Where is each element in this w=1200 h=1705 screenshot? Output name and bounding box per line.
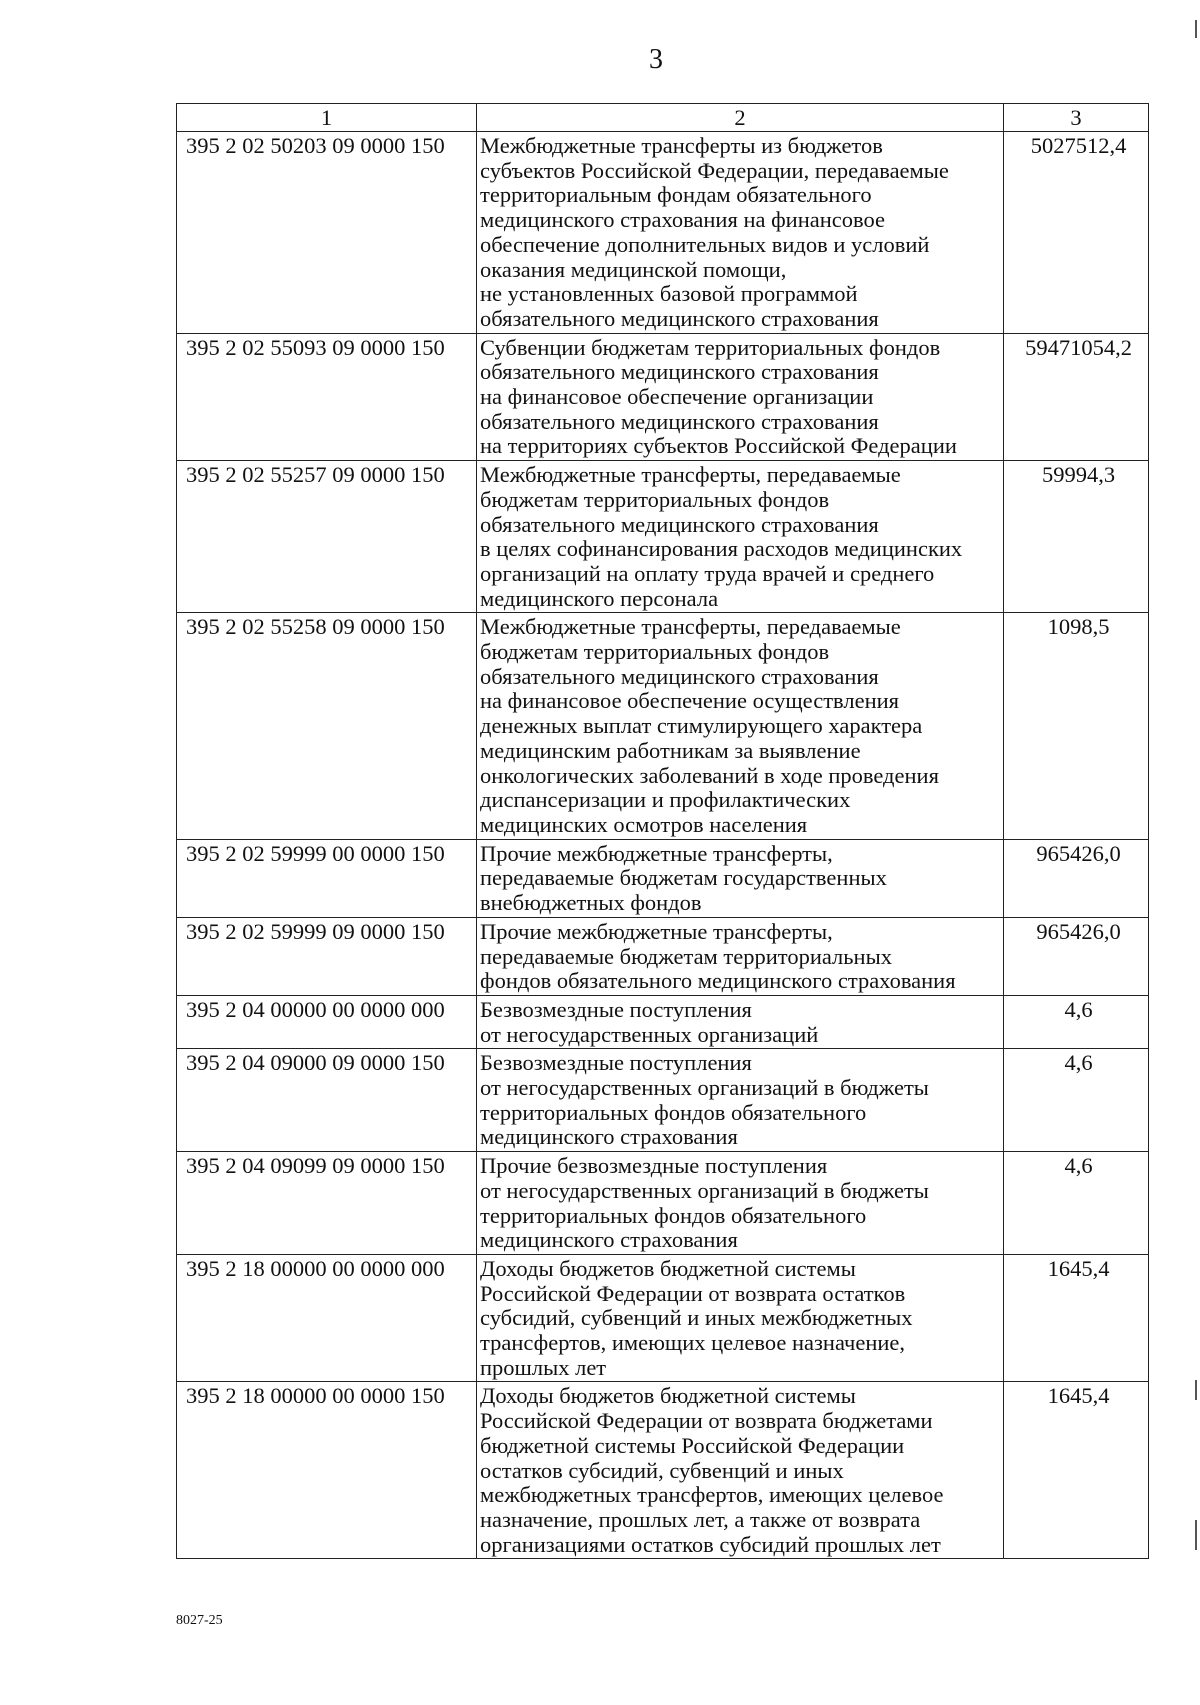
description-line: на территориях субъектов Российской Федерации	[480, 433, 957, 459]
table-body	[177, 132, 1149, 1559]
table-row	[177, 613, 1149, 839]
description-line: фондов обязательного медицинского страхования	[480, 968, 956, 994]
budget-code-cell: 395 2 04 09000 09 0000 150	[177, 1049, 477, 1152]
description-line: онкологических заболеваний в ходе проведения	[480, 762, 939, 788]
description-cell	[477, 1382, 1004, 1559]
description-line: организациями остатков субсидий прошлых лет	[480, 1531, 941, 1557]
amount-cell: 59471054,2	[1004, 333, 1149, 461]
description-line: обеспечение дополнительных видов и условий	[480, 231, 930, 257]
description-line: от негосударственных организаций в бюджеты	[480, 1177, 929, 1203]
budget-code-cell: 395 2 18 00000 00 0000 000	[177, 1254, 477, 1382]
description-line: территориальных фондов обязательного	[480, 1202, 867, 1228]
description-line: от негосударственных организаций в бюджеты	[480, 1075, 929, 1101]
description-line: Российской Федерации от возврата остатков	[480, 1280, 906, 1306]
description-line: прошлых лет	[480, 1354, 607, 1380]
table-row	[177, 132, 1149, 334]
amount-cell: 4,6	[1004, 1152, 1149, 1255]
scan-edge-mark	[1195, 20, 1197, 38]
description-line: на финансовое обеспечение организации	[480, 384, 874, 410]
description-cell	[477, 839, 1004, 917]
description-line: организаций на оплату труда врачей и среднего	[480, 560, 935, 586]
description-line: медицинского страхования на финансовое	[480, 207, 886, 233]
table-row	[177, 839, 1149, 917]
description-line: Межбюджетные трансферты, передаваемые	[480, 462, 901, 488]
description-line: Доходы бюджетов бюджетной системы	[480, 1383, 856, 1409]
description-line: диспансеризации и профилактических	[480, 787, 851, 813]
description-line: передаваемые бюджетам территориальных	[480, 943, 892, 969]
description-line: Безвозмездные поступления	[480, 1050, 752, 1076]
budget-code-cell: 395 2 04 00000 00 0000 000	[177, 995, 477, 1048]
description-cell	[477, 1049, 1004, 1152]
description-line: назначение, прошлых лет, а также от возврата	[480, 1506, 921, 1532]
table-row	[177, 1382, 1149, 1559]
description-line: обязательного медицинского страхования	[480, 663, 879, 689]
description-cell	[477, 613, 1004, 839]
description-line: обязательного медицинского страхования	[480, 511, 879, 537]
description-cell	[477, 995, 1004, 1048]
revenue-table	[176, 103, 1149, 1559]
description-line: Доходы бюджетов бюджетной системы	[480, 1255, 856, 1281]
description-line: межбюджетных трансфертов, имеющих целевое	[480, 1482, 944, 1508]
description-line: в целях софинансирования расходов медицинских	[480, 536, 963, 562]
budget-code-cell: 395 2 02 55258 09 0000 150	[177, 613, 477, 839]
description-line: Прочие безвозмездные поступления	[480, 1153, 828, 1179]
description-line: медицинских осмотров населения	[480, 811, 808, 837]
table-header	[177, 104, 1149, 132]
scan-edge-mark	[1195, 1520, 1197, 1550]
description-line: субъектов Российской Федерации, передаваемые	[480, 157, 949, 183]
budget-code-cell: 395 2 02 55093 09 0000 150	[177, 333, 477, 461]
description-line: оказания медицинской помощи,	[480, 256, 787, 282]
header-col-1: 1	[177, 104, 477, 132]
table-row	[177, 461, 1149, 613]
description-cell	[477, 1152, 1004, 1255]
description-line: на финансовое обеспечение осуществления	[480, 688, 899, 714]
description-line: территориальных фондов обязательного	[480, 1099, 867, 1125]
description-line: Безвозмездные поступления	[480, 996, 752, 1022]
description-cell	[477, 461, 1004, 613]
budget-code-cell: 395 2 02 59999 09 0000 150	[177, 917, 477, 995]
scan-edge-mark	[1195, 1380, 1197, 1400]
header-row	[177, 104, 1149, 132]
budget-code-cell: 395 2 02 59999 00 0000 150	[177, 839, 477, 917]
table-row	[177, 1254, 1149, 1382]
budget-code-cell: 395 2 02 55257 09 0000 150	[177, 461, 477, 613]
header-col-2: 2	[477, 104, 1004, 132]
description-line: Межбюджетные трансферты из бюджетов	[480, 133, 883, 158]
description-line: обязательного медицинского страхования	[480, 359, 879, 385]
description-line: внебюджетных фондов	[480, 890, 702, 916]
amount-cell: 965426,0	[1004, 917, 1149, 995]
amount-cell: 5027512,4	[1004, 132, 1149, 334]
description-line: Межбюджетные трансферты, передаваемые	[480, 614, 901, 640]
description-line: бюджетам территориальных фондов	[480, 486, 830, 512]
description-line: бюджетам территориальных фондов	[480, 639, 830, 665]
description-line: денежных выплат стимулирующего характера	[480, 713, 923, 739]
amount-cell: 4,6	[1004, 995, 1149, 1048]
description-line: медицинским работникам за выявление	[480, 737, 861, 763]
description-line: от негосударственных организаций	[480, 1021, 819, 1047]
amount-cell: 4,6	[1004, 1049, 1149, 1152]
description-line: Субвенции бюджетам территориальных фондов	[480, 334, 941, 360]
description-line: субсидий, субвенций и иных межбюджетных	[480, 1305, 913, 1331]
table-row	[177, 1049, 1149, 1152]
description-line: бюджетной системы Российской Федерации	[480, 1432, 905, 1458]
description-cell	[477, 333, 1004, 461]
table-row	[177, 1152, 1149, 1255]
description-line: не установленных базовой программой	[480, 281, 858, 307]
amount-cell: 1645,4	[1004, 1254, 1149, 1382]
amount-cell: 1645,4	[1004, 1382, 1149, 1559]
budget-code-cell: 395 2 04 09099 09 0000 150	[177, 1152, 477, 1255]
description-line: Российской Федерации от возврата бюджетами	[480, 1408, 933, 1434]
description-line: Прочие межбюджетные трансферты,	[480, 840, 833, 866]
table-row	[177, 995, 1149, 1048]
amount-cell: 59994,3	[1004, 461, 1149, 613]
table-row	[177, 917, 1149, 995]
description-line: медицинского страхования	[480, 1124, 738, 1150]
header-col-3: 3	[1004, 104, 1149, 132]
description-line: обязательного медицинского страхования	[480, 305, 879, 331]
description-line: медицинского страхования	[480, 1227, 738, 1253]
description-line: медицинского персонала	[480, 585, 719, 611]
amount-cell: 1098,5	[1004, 613, 1149, 839]
table-row	[177, 333, 1149, 461]
description-cell	[477, 917, 1004, 995]
page-number: 3	[649, 44, 663, 75]
description-line: Прочие межбюджетные трансферты,	[480, 918, 833, 944]
budget-code-cell: 395 2 02 50203 09 0000 150	[177, 132, 477, 334]
description-line: остатков субсидий, субвенций и иных	[480, 1457, 844, 1483]
description-line: территориальным фондам обязательного	[480, 182, 872, 208]
description-cell	[477, 1254, 1004, 1382]
description-line: передаваемые бюджетам государственных	[480, 865, 887, 891]
document-number: 8027-25	[176, 1613, 223, 1628]
budget-code-cell: 395 2 18 00000 00 0000 150	[177, 1382, 477, 1559]
amount-cell: 965426,0	[1004, 839, 1149, 917]
description-line: обязательного медицинского страхования	[480, 408, 879, 434]
description-cell	[477, 132, 1004, 334]
description-line: трансфертов, имеющих целевое назначение,	[480, 1330, 906, 1356]
